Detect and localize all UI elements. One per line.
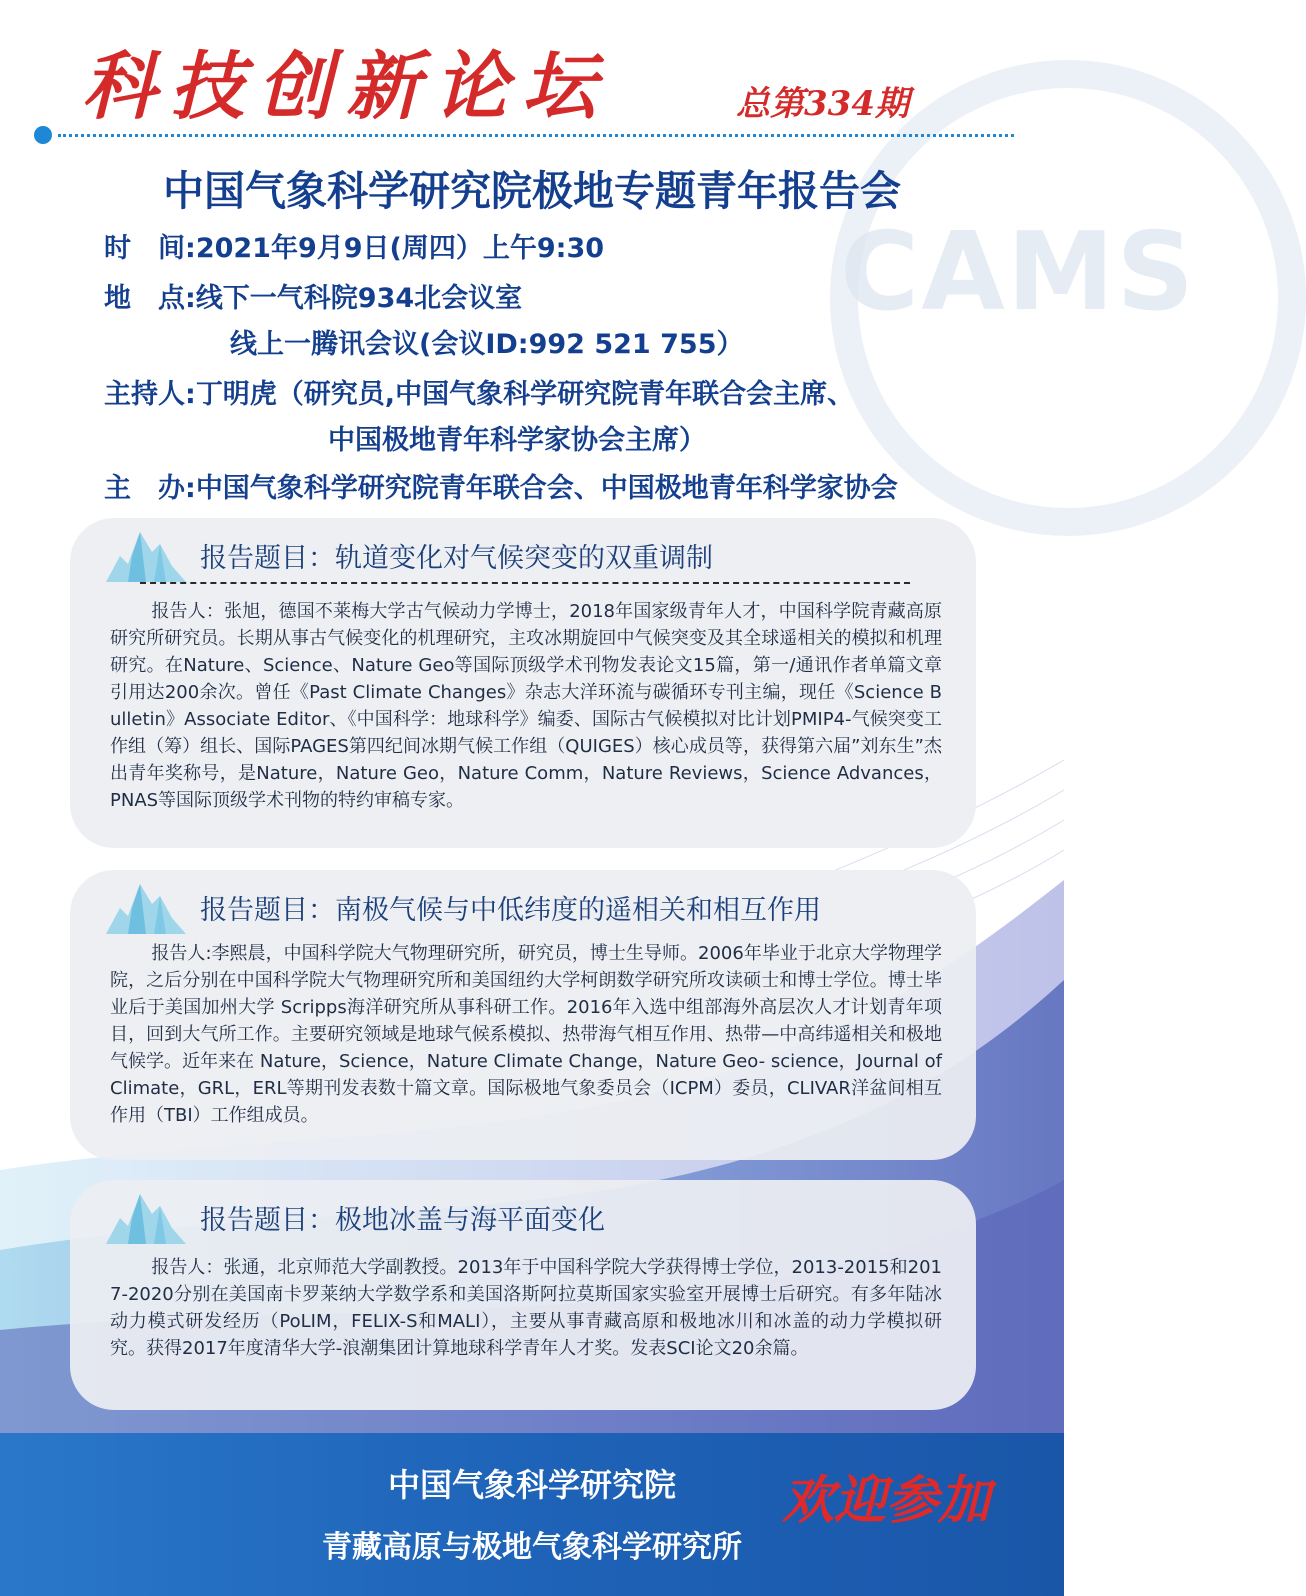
place-label: 地 点:	[104, 283, 196, 314]
iceberg-icon	[106, 1188, 186, 1244]
footer-org-line2: 青藏高原与极地气象科学研究所	[322, 1530, 742, 1565]
report-card-1	[70, 518, 976, 848]
host-row	[104, 372, 854, 411]
host-value-line2: 中国极地青年科学家协会主席）	[328, 425, 706, 456]
time-value: 2021年9月9日(周四）上午9:30	[195, 233, 605, 264]
forum-title: 科技创新论坛	[82, 44, 610, 130]
report-title: 报告题目：轨道变化对气候突变的双重调制	[200, 543, 713, 574]
cams-watermark-text: CAMS	[840, 210, 1197, 335]
place-row	[104, 276, 522, 315]
issue-number: 总第334期	[736, 84, 909, 124]
report-body: 报告人:李熙晨，中国科学院大气物理研究所，研究员，博士生导师。2006年毕业于北京大学物理学院，之后分别在中国科学院大气物理研究所和美国纽约大学柯朗数学研究所攻读硕士和博士学位。博士毕业后于美国加州大学 Scripps海洋研究所从事科研工作。2016年入选中组部海外高层次人才计划青年项目，回到大气所工作。主要研究领域是地球气候系模拟、热带海气相互作用、热带—中高纬遥相关和极地气候学。近年来在 Nature，Science，Nature Climate Change，Nature Geo- science，Journal of Climate，GRL，ERL等期刊发表数十篇文章。国际极地气象委员会（ICPM）委员，CLIVAR洋盆间相互作用（TBI）工作组成员。	[110, 943, 942, 1126]
header-divider	[58, 134, 1014, 137]
event-title: 中国气象科学研究院极地专题青年报告会	[163, 167, 901, 215]
welcome-text: 欢迎参加	[782, 1470, 991, 1531]
organizer-label: 主 办:	[104, 473, 196, 504]
place-online: 线上一腾讯会议(会议ID:992 521 755）	[230, 329, 744, 360]
divider-dot	[34, 126, 52, 144]
report-body: 报告人：张旭，德国不莱梅大学古气候动力学博士，2018年国家级青年人才，中国科学院青藏高原研究所研究员。长期从事古气候变化的机理研究，主攻冰期旋回中气候突变及其全球遥相关的模拟和机理研究。在Nature、Science、Nature Geo等国际顶级学术刊物发表论文15篇，第一/通讯作者单篇文章引用达200余次。曾任《Past Climate Changes》杂志大洋环流与碳循环专刊主编，现任《Science Bulletin》Associate Editor、《中国科学：地球科学》编委、国际古气候模拟对比计划PMIP4-气候突变工作组（筹）组长、国际PAGES第四纪间冰期气候工作组（QUIGES）核心成员等，获得第六届”刘东生”杰出青年奖称号，是Nature，Nature Geo，Nature Comm，Nature Reviews，Science Advances，PNAS等国际顶级学术刊物的特约审稿专家。	[110, 601, 942, 811]
place-offline: 线下一气科院934北会议室	[195, 283, 523, 314]
iceberg-icon	[106, 526, 186, 582]
organizer-value: 中国气象科学研究院青年联合会、中国极地青年科学家协会	[195, 473, 898, 504]
report-card-3	[70, 1180, 976, 1410]
host-value-line1: 丁明虎（研究员,中国气象科学研究院青年联合会主席、	[195, 379, 855, 410]
card-divider	[140, 582, 910, 584]
report-title: 报告题目：南极气候与中低纬度的遥相关和相互作用	[200, 895, 821, 926]
host-label: 主持人:	[104, 379, 196, 410]
time-label: 时 间:	[104, 233, 196, 264]
time-row	[104, 226, 604, 265]
iceberg-icon	[106, 878, 186, 934]
report-card-2	[70, 870, 976, 1160]
organizer-row	[104, 466, 898, 505]
report-title: 报告题目：极地冰盖与海平面变化	[200, 1205, 605, 1236]
footer-org-line1: 中国气象科学研究院	[387, 1466, 676, 1504]
report-body: 报告人：张通，北京师范大学副教授。2013年于中国科学院大学获得博士学位，2013-2015和2017-2020分别在美国南卡罗莱纳大学数学系和美国洛斯阿拉莫斯国家实验室开展博士后研究。有多年陆冰动力模式研发经历（PoLIM，FELIX-S和MALI），主要从事青藏高原和极地冰川和冰盖的动力学模拟研究。获得2017年度清华大学-浪潮集团计算地球科学青年人才奖。发表SCI论文20余篇。	[110, 1257, 942, 1359]
